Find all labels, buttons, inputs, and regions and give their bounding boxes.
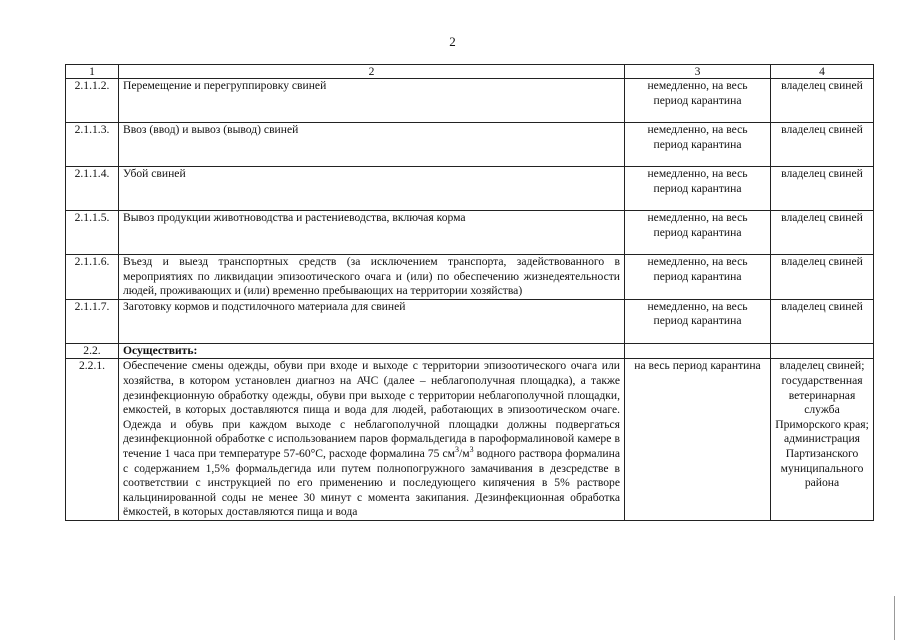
row-number: 2.1.1.6. [66, 255, 119, 300]
row-responsible: владелец свиней; государственная ветеринарная служба Приморского края; администрация Партизанского муниципального района [771, 359, 874, 521]
measure-text-part: водного раствора формалина с содержанием 1,5% формальдегида или путем полнопогружного замачивания в дезсредстве в соответствии с инструкцией по его применению и последующего кипячения в 5% растворе кальцинированной соды не менее 30 минут с момента закипания. Дезинфекционная обработка ёмкостей, в которых доставляются пища и вода [123, 446, 620, 519]
measure-text-part: /м [459, 446, 470, 460]
row-measure-text [119, 359, 625, 521]
table-row [66, 123, 874, 167]
measures-table [65, 64, 874, 521]
measures-table-container [65, 64, 873, 521]
header-col-3: 3 [625, 65, 771, 79]
table-row [66, 79, 874, 123]
table-row [66, 167, 874, 211]
section-empty-cell [771, 343, 874, 359]
row-responsible: владелец свиней [771, 167, 874, 211]
row-term: немедленно, на весь период карантина [625, 299, 771, 343]
section-empty-cell [625, 343, 771, 359]
row-responsible: владелец свиней [771, 79, 874, 123]
header-col-2: 2 [119, 65, 625, 79]
table-row [66, 255, 874, 300]
row-term: немедленно, на весь период карантина [625, 211, 771, 255]
row-number: 2.1.1.2. [66, 79, 119, 123]
row-term: немедленно, на весь период карантина [625, 123, 771, 167]
row-term: немедленно, на весь период карантина [625, 255, 771, 300]
table-row-long [66, 359, 874, 521]
row-number: 2.1.1.7. [66, 299, 119, 343]
header-col-4: 4 [771, 65, 874, 79]
measure-text-part: 3 [469, 445, 474, 455]
measure-text-part: Обеспечение смены одежды, обуви при входе и выходе с территории эпизоотического очага или хозяйства, в котором установлен диагноз на АЧС (далее – неблагополучная площадка), а также дезинфекционную обработку одежды, обуви при выходе с территории неблагополучной площадки, емкостей, в которых доставляются пища и вода для людей, работающих в эпизоотическом очаге. Одежда и обувь при каждом выходе с неблагополучной площадки должны подвергаться дезинфекционной обработке с использованием паров формальдегида в пароформалиновой камере в течение 1 часа при температуре 57-60°С, расходе формалина 75 см [123, 359, 620, 460]
row-measure-text: Перемещение и перегруппировку свиней [119, 79, 625, 123]
row-number: 2.1.1.5. [66, 211, 119, 255]
row-measure-text: Заготовку кормов и подстилочного материала для свиней [119, 299, 625, 343]
section-number: 2.2. [66, 343, 119, 359]
section-title: Осуществить: [119, 343, 625, 359]
page-number: 2 [449, 34, 456, 49]
row-measure-text: Въезд и выезд транспортных средств (за исключением транспорта, задействованного в мероприятиях по ликвидации эпизоотического очага и (или) по обеспечению жизнедеятельности людей, проживающих и (или) временно пребывающих на территории хозяйства) [119, 255, 625, 300]
row-number: 2.2.1. [66, 359, 119, 521]
table-row [66, 299, 874, 343]
page-edge-line [894, 596, 899, 640]
row-number: 2.1.1.4. [66, 167, 119, 211]
row-number: 2.1.1.3. [66, 123, 119, 167]
row-responsible: владелец свиней [771, 255, 874, 300]
row-responsible: владелец свиней [771, 123, 874, 167]
table-row [66, 211, 874, 255]
row-responsible: владелец свиней [771, 211, 874, 255]
row-measure-text: Ввоз (ввод) и вывоз (вывод) свиней [119, 123, 625, 167]
row-measure-text: Убой свиней [119, 167, 625, 211]
row-responsible: владелец свиней [771, 299, 874, 343]
header-col-1: 1 [66, 65, 119, 79]
row-term: немедленно, на весь период карантина [625, 79, 771, 123]
measure-text-part: 3 [455, 445, 460, 455]
row-term: на весь период карантина [625, 359, 771, 521]
header-row [66, 65, 874, 79]
section-row [66, 343, 874, 359]
row-term: немедленно, на весь период карантина [625, 167, 771, 211]
row-measure-text: Вывоз продукции животноводства и растениеводства, включая корма [119, 211, 625, 255]
